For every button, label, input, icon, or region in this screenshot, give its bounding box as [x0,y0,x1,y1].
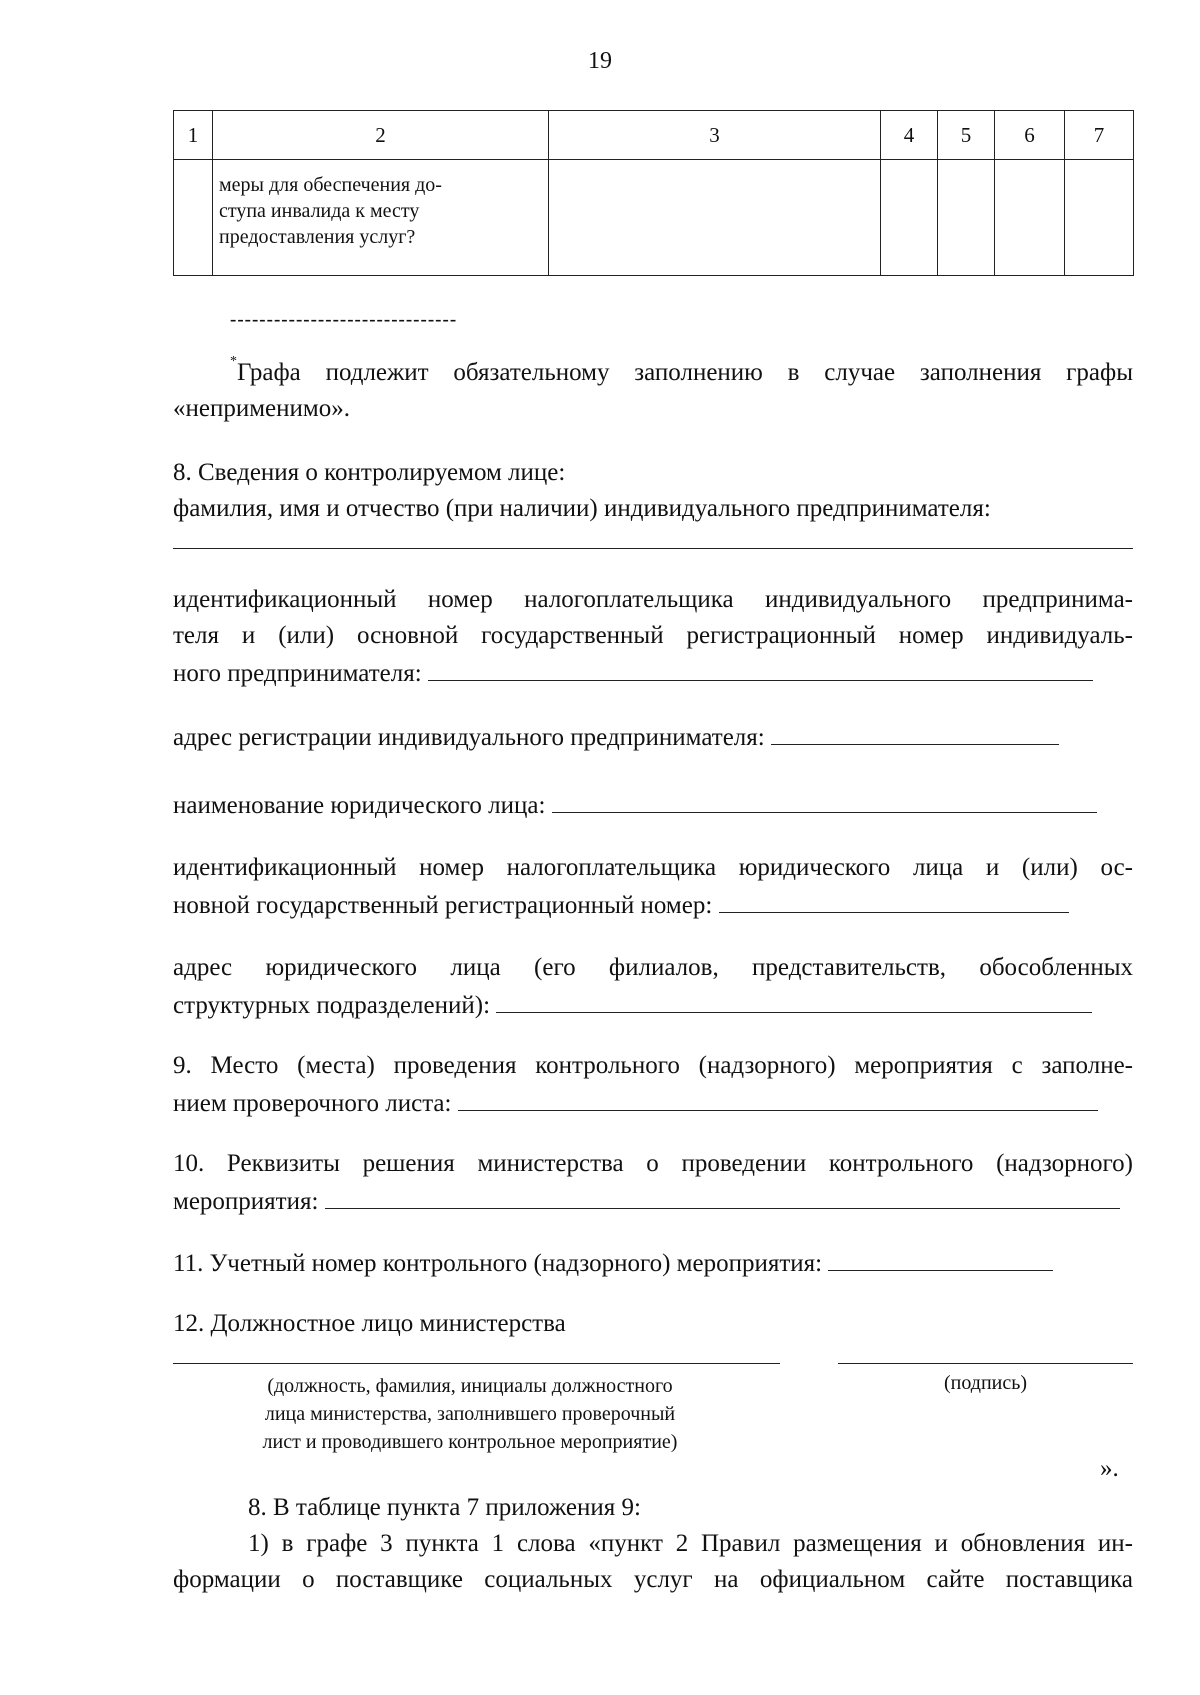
le-inn-line: идентификационный номер налогоплательщика юридического лица и (или) ос- [173,854,1133,881]
table-cell [995,160,1065,276]
section-10 [173,1146,1133,1220]
le-address-field[interactable] [496,986,1092,1013]
le-inn-block [173,850,1133,924]
table-row [174,160,1134,276]
section-10-line: мероприятия: [173,1188,319,1215]
asterisk-mark: * [230,354,237,369]
section-9-line: нием проверочного листа: [173,1090,452,1117]
section-12-title: 12. Должностное лицо министерства [173,1310,566,1337]
caption-line: лица министерства, заполнившего проверочный [264,1403,676,1425]
registration-number-field[interactable] [828,1244,1053,1271]
section-8-title: 8. Сведения о контролируемом лице: [173,459,566,486]
footnote-line: Графа подлежит обязательному заполнению в случае заполнения графы [237,359,1133,386]
ip-inn-line: ного предпринимателя: [173,660,422,687]
table-cell [881,160,938,276]
ip-inn-line: идентификационный номер налогоплательщика индивидуального предпринима- [173,586,1133,613]
ip-inn-block [173,582,1133,692]
table-cell-question [213,160,549,276]
footnote-line: «неприменимо». [173,395,350,422]
le-address-line: структурных подразделений): [173,992,491,1019]
decision-details-field[interactable] [325,1182,1120,1209]
official-caption [200,1372,740,1456]
le-inn-line: новной государственный регистрационный номер: [173,892,713,919]
section-10-line: 10. Реквизиты решения министерства о проведении контрольного (надзорного) [173,1150,1133,1177]
caption-line: лист и проводившего контрольное мероприятие) [262,1431,678,1453]
caption-line: (должность, фамилия, инициалы должностного [267,1375,673,1397]
le-name-block [173,786,1133,824]
section-9-line: 9. Место (места) проведения контрольного (надзорного) мероприятия с заполне- [173,1052,1133,1079]
ip-name-field[interactable] [173,548,1133,549]
page-number: 19 [588,48,612,74]
amendment-line: формации о поставщике социальных услуг на официальном сайте поставщика [173,1566,1133,1593]
table-header-cell: 2 [213,111,549,160]
footnote-separator: ------------------------------- [230,309,458,330]
question-line: предоставления услуг? [219,226,416,248]
section-12 [173,1306,1133,1342]
ip-inn-line: теля и (или) основной государственный регистрационный номер индивидуаль- [173,622,1133,649]
le-name-field[interactable] [552,786,1097,813]
question-line: меры для обеспечения до- [219,174,442,196]
amendment-text [173,1490,1133,1598]
le-inn-field[interactable] [719,886,1069,913]
ip-inn-field[interactable] [428,654,1093,681]
table-cell [1065,160,1134,276]
ip-address-label: адрес регистрации индивидуального предпринимателя: [173,724,765,751]
table-header-cell: 6 [995,111,1065,160]
signature-field[interactable] [838,1363,1133,1364]
table-header-cell: 1 [174,111,213,160]
table-cell [549,160,881,276]
section-11 [173,1244,1133,1282]
section-11-label: 11. Учетный номер контрольного (надзорного) мероприятия: [173,1250,823,1277]
amendment-line: 8. В таблице пункта 7 приложения 9: [248,1494,641,1521]
ip-address-block [173,718,1133,756]
official-name-field[interactable] [173,1363,780,1364]
table-header-row [174,111,1134,160]
table-cell [174,160,213,276]
ip-address-field[interactable] [771,718,1059,745]
signature-caption: (подпись) [943,1372,1028,1394]
footnote [173,355,1133,427]
amendment-line: 1) в графе 3 пункта 1 слова «пункт 2 Правил размещения и обновления ин- [248,1530,1133,1557]
ip-name-label: фамилия, имя и отчество (при наличии) индивидуального предпринимателя: [173,495,991,522]
table-header-cell: 3 [549,111,881,160]
le-address-line: адрес юридического лица (его филиалов, представительств, обособленных [173,954,1133,981]
table-header-cell: 5 [938,111,995,160]
le-name-label: наименование юридического лица: [173,792,546,819]
table-header-cell: 4 [881,111,938,160]
table-cell [938,160,995,276]
inspection-place-field[interactable] [458,1084,1098,1111]
closing-quote: ». [1100,1455,1119,1482]
section-8 [173,455,1133,527]
checklist-table [173,110,1134,276]
table-header-cell: 7 [1065,111,1134,160]
question-line: ступа инвалида к месту [219,200,420,222]
le-address-block [173,950,1133,1024]
section-9 [173,1048,1133,1122]
